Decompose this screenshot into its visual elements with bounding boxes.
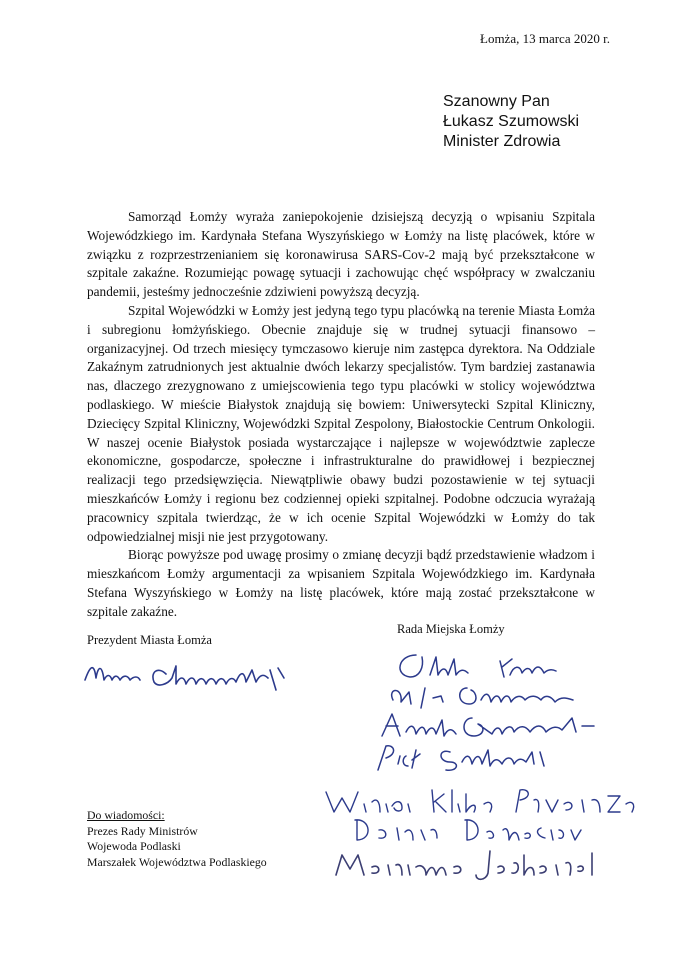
body-paragraph: Szpital Wojewódzki w Łomży jest jedyną tego typu placówką na terenie Miasta Łomża i subregionu łomżyńskiego. Obecnie znajduje się w trudnej sytuacji finansowo – organizacyjnej. Od trzech miesięcy tymczasowo kieruje nim zastępca dyrektora. Na Oddziale Zakaźnym zatrudnionych jest aktualnie dwóch lekarzy specjalistów. Tym bardziej zastanawia nas, dlaczego zrezygnowano z umiejscowienia tego typu placówki w stolicy województwa podlaskiego. W mieście Białystok znajdują się bowiem: Uniwersytecki Szpital Kliniczny, Dziecięcy Szpital Kliniczny, Wojewódzki Szpital Zespolony, Białostockie Centrum Onkologii. W naszej ocenie Białystok posiada wystarczające i najlepsze w województwie zaplecze ekonomiczne, gospodarcze, społeczne i infrastrukturalne do prawidłowej i bezpiecznej realizacji tego przedsięwzięcia. Niewątpliwie obawy budzi pozostawienie w tej sytuacji mieszkańców Łomży i regionu bez codziennej opieki szpitalnej. Podobne odczucia wyrażają pracownicy szpitala twierdząc, że w ich ocenie Szpital Wojewódzki w Łomży do tak odpowiedzialnej misji nie jest przygotowany. (87, 302, 595, 544)
mayor-signature (80, 648, 300, 698)
addressee-title: Minister Zdrowia (443, 133, 561, 150)
body-paragraph: Samorząd Łomży wyraża zaniepokojenie dzisiejszą decyzją o wpisaniu Szpitala Wojewódzkiego im. Kardynała Stefana Wyszyńskiego w Łomży na listę placówek, które w związku z rozprzestrzenianiem się koronawirusa SARS-Cov-2 mają być przekształcone w szpitale zakaźne. Rozumiejąc powagę sytuacji i zachowując chęć współpracy w zwalczaniu pandemii, jesteśmy jednocześnie zdziwieni powyższą decyzją. (87, 209, 595, 300)
council-signature-1 (380, 645, 580, 685)
addressee-block (443, 92, 579, 152)
council-signature-4 (372, 740, 562, 776)
cc-title: Do wiadomości: (87, 808, 165, 822)
council-signature-7 (330, 845, 600, 887)
council-signature-3 (372, 708, 602, 744)
addressee-salutation: Szanowny Pan (443, 93, 550, 110)
cc-recipient: Prezes Rady Ministrów (87, 823, 198, 838)
addressee-name: Łukasz Szumowski (443, 113, 580, 130)
cc-recipient: Wojewoda Podlaski (87, 839, 181, 853)
body-paragraph: Biorąc powyższe pod uwagę prosimy o zmianę decyzji bądź przedstawienie władzom i mieszkańcom Łomży argumentacji za wpisaniem Szpitala Wojewódzkiego im. Kardynała Stefana Wyszyńskiego w Łomży na listę placówek, które mają zostać przekształcone w szpitale zakaźne. (87, 547, 595, 619)
cc-block (87, 808, 267, 870)
council-signature-6 (345, 812, 590, 846)
signatory-left-label: Prezydent Miasta Łomża (87, 633, 212, 647)
letter-body (87, 208, 595, 622)
signatory-right-label: Rada Miejska Łomży (397, 622, 505, 636)
cc-recipient: Marszałek Województwa Podlaskiego (87, 854, 267, 869)
place-date: Łomża, 13 marca 2020 r. (480, 31, 610, 46)
